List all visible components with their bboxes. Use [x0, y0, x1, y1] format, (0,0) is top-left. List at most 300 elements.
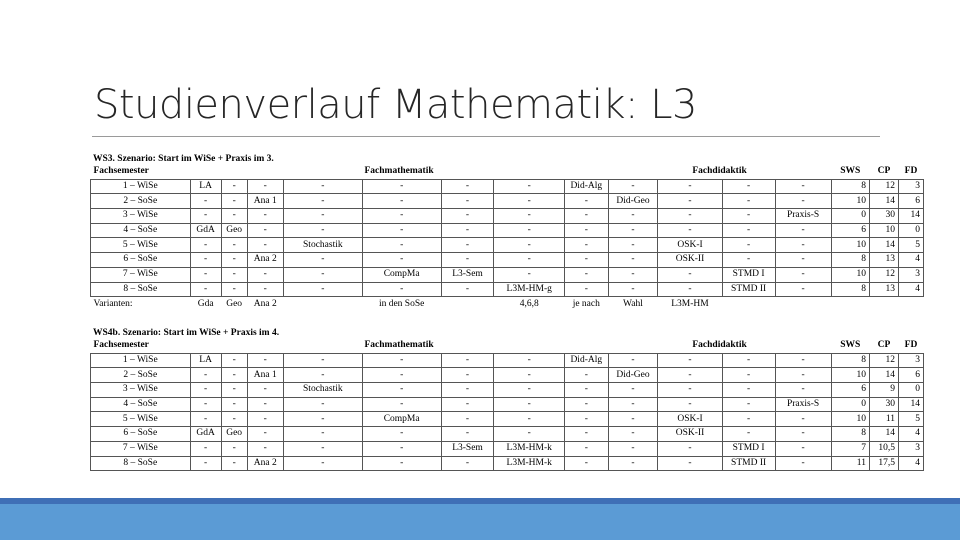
- course-cell: -: [494, 223, 565, 238]
- semester-cell: 6 – SoSe: [91, 253, 191, 268]
- course-cell: -: [494, 383, 565, 398]
- course-cell: -: [221, 412, 247, 427]
- course-cell: -: [362, 383, 441, 398]
- sws-cell: 10: [831, 368, 869, 383]
- table-row: [91, 179, 924, 194]
- cp-cell: 13: [869, 282, 898, 297]
- course-cell: -: [221, 238, 247, 253]
- course-cell: Did-Alg: [564, 179, 608, 194]
- fachdidaktik-header: Fachdidaktik: [692, 340, 747, 351]
- fd-cell: 3: [898, 441, 923, 456]
- course-cell: -: [362, 194, 441, 209]
- course-cell: -: [441, 427, 494, 442]
- course-cell: L3M-HM-k: [494, 441, 565, 456]
- cp-cell: 14: [869, 194, 898, 209]
- course-cell: -: [190, 383, 221, 398]
- course-cell: -: [608, 179, 658, 194]
- course-cell: -: [494, 194, 565, 209]
- course-cell: -: [658, 353, 722, 368]
- cp-cell: 10: [869, 223, 898, 238]
- course-cell: -: [658, 267, 722, 282]
- course-cell: -: [658, 397, 722, 412]
- course-cell: -: [722, 194, 775, 209]
- course-cell: -: [190, 267, 221, 282]
- course-cell: Praxis-S: [775, 397, 831, 412]
- cp-cell: 14: [869, 238, 898, 253]
- course-cell: -: [722, 427, 775, 442]
- course-cell: -: [221, 456, 247, 471]
- course-cell: -: [283, 282, 362, 297]
- table-row: [91, 223, 924, 238]
- sws-cell: 10: [831, 238, 869, 253]
- course-cell: -: [564, 253, 608, 268]
- table-row: [91, 209, 924, 224]
- semester-cell: 1 – WiSe: [91, 353, 191, 368]
- table-row: [91, 412, 924, 427]
- course-cell: -: [247, 238, 283, 253]
- course-cell: -: [494, 427, 565, 442]
- course-cell: -: [247, 223, 283, 238]
- table-row: [91, 267, 924, 282]
- semester-header: Fachsemester: [93, 166, 149, 177]
- fd-cell: 5: [898, 238, 923, 253]
- course-cell: -: [564, 368, 608, 383]
- course-cell: -: [190, 397, 221, 412]
- sws-header: SWS: [840, 340, 861, 351]
- course-cell: -: [564, 194, 608, 209]
- course-cell: -: [658, 194, 722, 209]
- course-cell: -: [190, 456, 221, 471]
- sws-cell: 8: [831, 353, 869, 368]
- course-cell: -: [722, 209, 775, 224]
- course-cell: -: [362, 238, 441, 253]
- course-cell: -: [608, 383, 658, 398]
- course-cell: -: [494, 412, 565, 427]
- cp-cell: 14: [869, 368, 898, 383]
- table-heading: WS3. Szenario: Start im WiSe + Praxis im 3.: [93, 154, 274, 164]
- course-cell: -: [190, 282, 221, 297]
- course-cell: -: [564, 412, 608, 427]
- study-plan-table: [90, 339, 924, 471]
- course-cell: -: [775, 267, 831, 282]
- fd-cell: 6: [898, 194, 923, 209]
- course-cell: -: [283, 194, 362, 209]
- table-row: [91, 427, 924, 442]
- course-cell: -: [494, 267, 565, 282]
- variant-wahl: Wahl: [623, 298, 643, 309]
- course-cell: -: [247, 412, 283, 427]
- course-cell: -: [221, 179, 247, 194]
- course-cell: -: [775, 456, 831, 471]
- course-cell: -: [247, 397, 283, 412]
- semester-cell: 5 – WiSe: [91, 238, 191, 253]
- course-cell: -: [362, 456, 441, 471]
- course-cell: -: [221, 194, 247, 209]
- fd-cell: 3: [898, 267, 923, 282]
- course-cell: -: [283, 179, 362, 194]
- course-cell: -: [190, 238, 221, 253]
- variant-geo: Geo: [226, 298, 243, 309]
- course-cell: -: [283, 209, 362, 224]
- cp-cell: 12: [869, 179, 898, 194]
- header-row: [91, 165, 924, 179]
- course-cell: -: [658, 368, 722, 383]
- table-row: [91, 282, 924, 297]
- fachmathematik-header: Fachmathematik: [364, 166, 434, 177]
- course-cell: Praxis-S: [775, 209, 831, 224]
- course-cell: LA: [190, 353, 221, 368]
- fd-header: FD: [904, 166, 918, 177]
- course-cell: -: [608, 397, 658, 412]
- course-cell: -: [190, 209, 221, 224]
- course-cell: -: [722, 179, 775, 194]
- sws-cell: 8: [831, 427, 869, 442]
- course-cell: -: [775, 253, 831, 268]
- course-cell: -: [564, 282, 608, 297]
- course-cell: -: [247, 427, 283, 442]
- course-cell: -: [775, 194, 831, 209]
- course-cell: LA: [190, 179, 221, 194]
- course-cell: -: [441, 238, 494, 253]
- sws-cell: 0: [831, 397, 869, 412]
- fd-cell: 14: [898, 209, 923, 224]
- table-row: [91, 441, 924, 456]
- course-cell: -: [775, 412, 831, 427]
- semester-cell: 3 – WiSe: [91, 383, 191, 398]
- variants-label: Varianten:: [93, 298, 133, 309]
- course-cell: GdA: [190, 223, 221, 238]
- course-cell: -: [221, 209, 247, 224]
- course-cell: L3-Sem: [441, 441, 494, 456]
- course-cell: -: [441, 209, 494, 224]
- variants-row: [91, 297, 924, 311]
- table-row: [91, 456, 924, 471]
- sws-cell: 0: [831, 209, 869, 224]
- semester-cell: 7 – WiSe: [91, 267, 191, 282]
- course-cell: -: [247, 179, 283, 194]
- course-cell: -: [722, 238, 775, 253]
- slide-title: Studienverlauf Mathematik: L3: [94, 82, 697, 128]
- sws-cell: 10: [831, 194, 869, 209]
- course-cell: -: [441, 282, 494, 297]
- course-cell: -: [608, 253, 658, 268]
- course-cell: -: [722, 397, 775, 412]
- course-cell: -: [283, 456, 362, 471]
- course-cell: -: [247, 383, 283, 398]
- course-cell: -: [362, 282, 441, 297]
- course-cell: OSK-II: [658, 427, 722, 442]
- fd-cell: 14: [898, 397, 923, 412]
- course-cell: -: [658, 441, 722, 456]
- fd-cell: 4: [898, 253, 923, 268]
- course-cell: -: [608, 456, 658, 471]
- cp-cell: 13: [869, 253, 898, 268]
- course-cell: OSK-I: [658, 412, 722, 427]
- course-cell: -: [722, 223, 775, 238]
- course-cell: -: [775, 223, 831, 238]
- course-cell: -: [658, 282, 722, 297]
- course-cell: -: [362, 441, 441, 456]
- course-cell: -: [283, 368, 362, 383]
- course-cell: -: [564, 223, 608, 238]
- course-cell: Ana 2: [247, 253, 283, 268]
- sws-cell: 8: [831, 253, 869, 268]
- sws-cell: 6: [831, 223, 869, 238]
- course-cell: -: [658, 456, 722, 471]
- title-divider: [92, 136, 880, 137]
- fd-cell: 4: [898, 456, 923, 471]
- course-cell: Ana 2: [247, 456, 283, 471]
- sws-cell: 10: [831, 267, 869, 282]
- course-cell: Geo: [221, 427, 247, 442]
- semester-cell: 1 – WiSe: [91, 179, 191, 194]
- course-cell: Did-Alg: [564, 353, 608, 368]
- header-row: [91, 339, 924, 353]
- semester-cell: 5 – WiSe: [91, 412, 191, 427]
- cp-cell: 11: [869, 412, 898, 427]
- course-cell: -: [564, 383, 608, 398]
- course-cell: -: [775, 238, 831, 253]
- course-cell: -: [608, 282, 658, 297]
- fd-header: FD: [904, 340, 918, 351]
- course-cell: -: [362, 368, 441, 383]
- course-cell: -: [494, 397, 565, 412]
- sws-cell: 11: [831, 456, 869, 471]
- course-cell: Did-Geo: [608, 368, 658, 383]
- course-cell: -: [221, 253, 247, 268]
- course-cell: STMD I: [722, 267, 775, 282]
- course-cell: -: [283, 253, 362, 268]
- course-cell: -: [283, 427, 362, 442]
- course-cell: -: [221, 267, 247, 282]
- course-cell: -: [441, 383, 494, 398]
- course-cell: -: [658, 223, 722, 238]
- course-cell: -: [608, 209, 658, 224]
- course-cell: -: [221, 368, 247, 383]
- course-cell: L3M-HM-k: [494, 456, 565, 471]
- course-cell: -: [283, 223, 362, 238]
- course-cell: -: [247, 282, 283, 297]
- course-cell: -: [494, 238, 565, 253]
- fachmathematik-header: Fachmathematik: [364, 340, 434, 351]
- course-cell: -: [247, 209, 283, 224]
- study-plan-table: [90, 165, 924, 311]
- semester-cell: 7 – WiSe: [91, 441, 191, 456]
- course-cell: -: [775, 282, 831, 297]
- sws-cell: 7: [831, 441, 869, 456]
- study-plan-ws3: [90, 153, 924, 311]
- fd-cell: 6: [898, 368, 923, 383]
- course-cell: STMD II: [722, 456, 775, 471]
- course-cell: -: [247, 353, 283, 368]
- course-cell: -: [221, 353, 247, 368]
- course-cell: -: [362, 353, 441, 368]
- course-cell: -: [441, 456, 494, 471]
- course-cell: -: [564, 456, 608, 471]
- course-cell: -: [608, 267, 658, 282]
- course-cell: L3-Sem: [441, 267, 494, 282]
- course-cell: -: [775, 383, 831, 398]
- course-cell: -: [608, 441, 658, 456]
- course-cell: -: [441, 353, 494, 368]
- course-cell: CompMa: [362, 267, 441, 282]
- course-cell: OSK-I: [658, 238, 722, 253]
- course-cell: -: [283, 412, 362, 427]
- fd-cell: 5: [898, 412, 923, 427]
- course-cell: -: [658, 209, 722, 224]
- semester-cell: 2 – SoSe: [91, 194, 191, 209]
- course-cell: -: [564, 238, 608, 253]
- table-row: [91, 194, 924, 209]
- course-cell: -: [775, 353, 831, 368]
- course-cell: -: [221, 397, 247, 412]
- course-cell: -: [494, 209, 565, 224]
- fachdidaktik-header: Fachdidaktik: [692, 166, 747, 177]
- course-cell: -: [441, 223, 494, 238]
- course-cell: -: [608, 238, 658, 253]
- course-cell: Stochastik: [283, 383, 362, 398]
- semester-header: Fachsemester: [93, 340, 149, 351]
- cp-header: CP: [877, 166, 891, 177]
- course-cell: -: [564, 397, 608, 412]
- course-cell: -: [362, 253, 441, 268]
- course-cell: Stochastik: [283, 238, 362, 253]
- course-cell: -: [775, 179, 831, 194]
- course-cell: -: [283, 397, 362, 412]
- variant-sose: in den SoSe: [378, 298, 425, 309]
- course-cell: -: [494, 253, 565, 268]
- course-cell: -: [441, 368, 494, 383]
- variant-je-nach: je nach: [572, 298, 600, 309]
- variant-gda: Gda: [197, 298, 214, 309]
- footer-band-accent: [0, 498, 960, 504]
- course-cell: L3M-HM-g: [494, 282, 565, 297]
- course-cell: -: [608, 427, 658, 442]
- cp-cell: 12: [869, 267, 898, 282]
- course-cell: CompMa: [362, 412, 441, 427]
- fd-cell: 4: [898, 427, 923, 442]
- course-cell: Ana 1: [247, 368, 283, 383]
- cp-cell: 9: [869, 383, 898, 398]
- course-cell: -: [362, 427, 441, 442]
- sws-header: SWS: [840, 166, 861, 177]
- course-cell: -: [564, 209, 608, 224]
- course-cell: -: [362, 209, 441, 224]
- course-cell: -: [775, 427, 831, 442]
- course-cell: -: [722, 353, 775, 368]
- variant-hm: L3M-HM: [671, 298, 709, 309]
- course-cell: -: [441, 179, 494, 194]
- course-cell: -: [658, 383, 722, 398]
- cp-cell: 12: [869, 353, 898, 368]
- table-row: [91, 353, 924, 368]
- table-row: [91, 383, 924, 398]
- course-cell: -: [190, 253, 221, 268]
- course-cell: -: [775, 368, 831, 383]
- table-heading: WS4b. Szenario: Start im WiSe + Praxis im 4.: [93, 328, 280, 338]
- course-cell: -: [247, 267, 283, 282]
- cp-cell: 30: [869, 397, 898, 412]
- cp-cell: 30: [869, 209, 898, 224]
- table-row: [91, 238, 924, 253]
- course-cell: -: [722, 412, 775, 427]
- cp-header: CP: [877, 340, 891, 351]
- fd-cell: 0: [898, 383, 923, 398]
- sws-cell: 6: [831, 383, 869, 398]
- semester-cell: 4 – SoSe: [91, 223, 191, 238]
- course-cell: -: [494, 368, 565, 383]
- fd-cell: 4: [898, 282, 923, 297]
- semester-cell: 4 – SoSe: [91, 397, 191, 412]
- variant-ana2: Ana 2: [253, 298, 277, 309]
- course-cell: -: [564, 267, 608, 282]
- study-plan-ws4b: [90, 327, 924, 471]
- course-cell: -: [564, 427, 608, 442]
- course-cell: -: [564, 441, 608, 456]
- footer-band: [0, 498, 960, 540]
- semester-cell: 6 – SoSe: [91, 427, 191, 442]
- course-cell: -: [494, 179, 565, 194]
- course-cell: -: [608, 353, 658, 368]
- cp-cell: 14: [869, 427, 898, 442]
- fd-cell: 3: [898, 179, 923, 194]
- course-cell: -: [283, 267, 362, 282]
- course-cell: -: [221, 441, 247, 456]
- semester-cell: 3 – WiSe: [91, 209, 191, 224]
- course-cell: -: [221, 282, 247, 297]
- semester-cell: 8 – SoSe: [91, 282, 191, 297]
- course-cell: -: [190, 194, 221, 209]
- course-cell: -: [362, 397, 441, 412]
- course-cell: OSK-II: [658, 253, 722, 268]
- sws-cell: 10: [831, 412, 869, 427]
- sws-cell: 8: [831, 179, 869, 194]
- semester-cell: 8 – SoSe: [91, 456, 191, 471]
- course-cell: STMD II: [722, 282, 775, 297]
- fd-cell: 0: [898, 223, 923, 238]
- course-cell: -: [722, 368, 775, 383]
- course-cell: -: [362, 223, 441, 238]
- sws-cell: 8: [831, 282, 869, 297]
- course-cell: -: [441, 253, 494, 268]
- course-cell: -: [608, 223, 658, 238]
- table-row: [91, 397, 924, 412]
- course-cell: -: [722, 383, 775, 398]
- course-cell: -: [608, 412, 658, 427]
- course-cell: -: [494, 353, 565, 368]
- cp-cell: 10,5: [869, 441, 898, 456]
- course-cell: -: [441, 412, 494, 427]
- course-cell: -: [283, 353, 362, 368]
- semester-cell: 2 – SoSe: [91, 368, 191, 383]
- course-cell: -: [190, 412, 221, 427]
- course-cell: -: [190, 441, 221, 456]
- course-cell: Ana 1: [247, 194, 283, 209]
- course-cell: -: [190, 368, 221, 383]
- fd-cell: 3: [898, 353, 923, 368]
- course-cell: -: [722, 253, 775, 268]
- course-cell: -: [221, 383, 247, 398]
- course-cell: -: [775, 441, 831, 456]
- course-cell: GdA: [190, 427, 221, 442]
- cp-cell: 17,5: [869, 456, 898, 471]
- course-cell: -: [441, 397, 494, 412]
- course-cell: -: [247, 441, 283, 456]
- variant-semesters: 4,6,8: [519, 298, 539, 309]
- course-cell: -: [441, 194, 494, 209]
- course-cell: -: [283, 441, 362, 456]
- course-cell: STMD I: [722, 441, 775, 456]
